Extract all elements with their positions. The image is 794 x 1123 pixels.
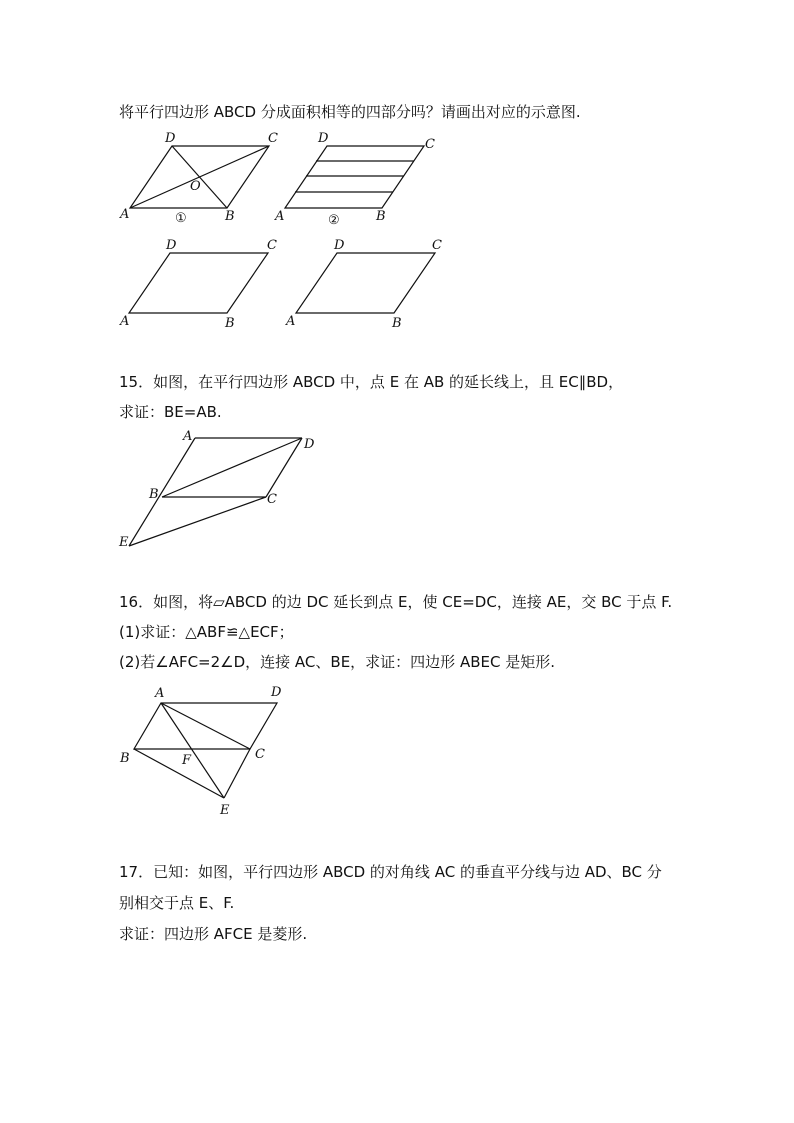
q17-line-1: 17．已知：如图，平行四边形 ABCD 的对角线 AC 的垂直平分线与边 AD、BC 分 [119,863,662,881]
figure-blank-parallelogram-1 [115,235,285,335]
segment-b-e [134,749,224,798]
label-f: F [182,753,192,768]
label-c: C [267,492,277,507]
parallelogram-outline [285,146,424,208]
label-c: C [255,747,265,762]
figure-number-1: ① [175,211,187,226]
diagonal-bd [172,146,227,208]
label-b: B [120,751,130,766]
label-d: D [166,238,177,253]
q15-line-2: 求证：BE=AB. [119,403,222,421]
figure-q16 [115,684,305,819]
segment-e-c [129,497,266,546]
label-d: D [271,685,282,700]
segment-e-a [129,438,195,546]
segment-b-d [162,438,302,497]
segment-d-c [266,438,302,497]
parallelogram-outline [296,253,435,313]
label-a: A [275,209,285,224]
label-a: A [120,207,130,222]
q16-line-2: (1)求证：△ABF≌△ECF； [119,623,294,641]
label-c: C [268,131,278,146]
figure-blank-parallelogram-2 [282,235,452,335]
label-a: A [155,686,165,701]
q15-line-1: 15．如图，在平行四边形 ABCD 中，点 E 在 AB 的延长线上，且 EC∥BD， [119,373,624,391]
label-d: D [318,131,329,146]
figure-parallelogram-diagonals [115,128,285,228]
label-c: C [425,137,435,152]
label-b: B [225,209,235,224]
label-e: E [220,803,230,818]
q17-line-3: 求证：四边形 AFCE 是菱形. [119,925,308,943]
label-o: O [190,179,201,194]
figure-number-2: ② [328,213,340,228]
label-d: D [334,238,345,253]
label-e: E [119,535,129,550]
figure-q15 [115,428,325,553]
q16-line-3: (2)若∠AFC=2∠D，连接 AC、BE，求证：四边形 ABEC 是矩形. [119,653,555,671]
label-b: B [149,487,159,502]
label-b: B [225,316,235,331]
parallelogram-outline [129,253,268,313]
label-d: D [304,437,315,452]
q16-line-1: 16．如图，将▱ABCD 的边 DC 延长到点 E，使 CE=DC，连接 AE，交 BC 于点 F. [119,593,673,611]
segment-c-e [224,749,250,798]
figure-parallelogram-strips [270,128,440,228]
label-d: D [165,131,176,146]
label-c: C [432,238,442,253]
segment-a-e [161,703,224,798]
q17-line-2: 别相交于点 E、F. [119,894,235,912]
intro-text: 将平行四边形 ABCD 分成面积相等的四部分吗？请画出对应的示意图. [119,103,581,121]
label-c: C [267,238,277,253]
label-b: B [376,209,386,224]
segment-a-c [161,703,250,749]
label-a: A [120,314,130,329]
label-b: B [392,316,402,331]
label-a: A [286,314,296,329]
label-a: A [183,429,193,444]
